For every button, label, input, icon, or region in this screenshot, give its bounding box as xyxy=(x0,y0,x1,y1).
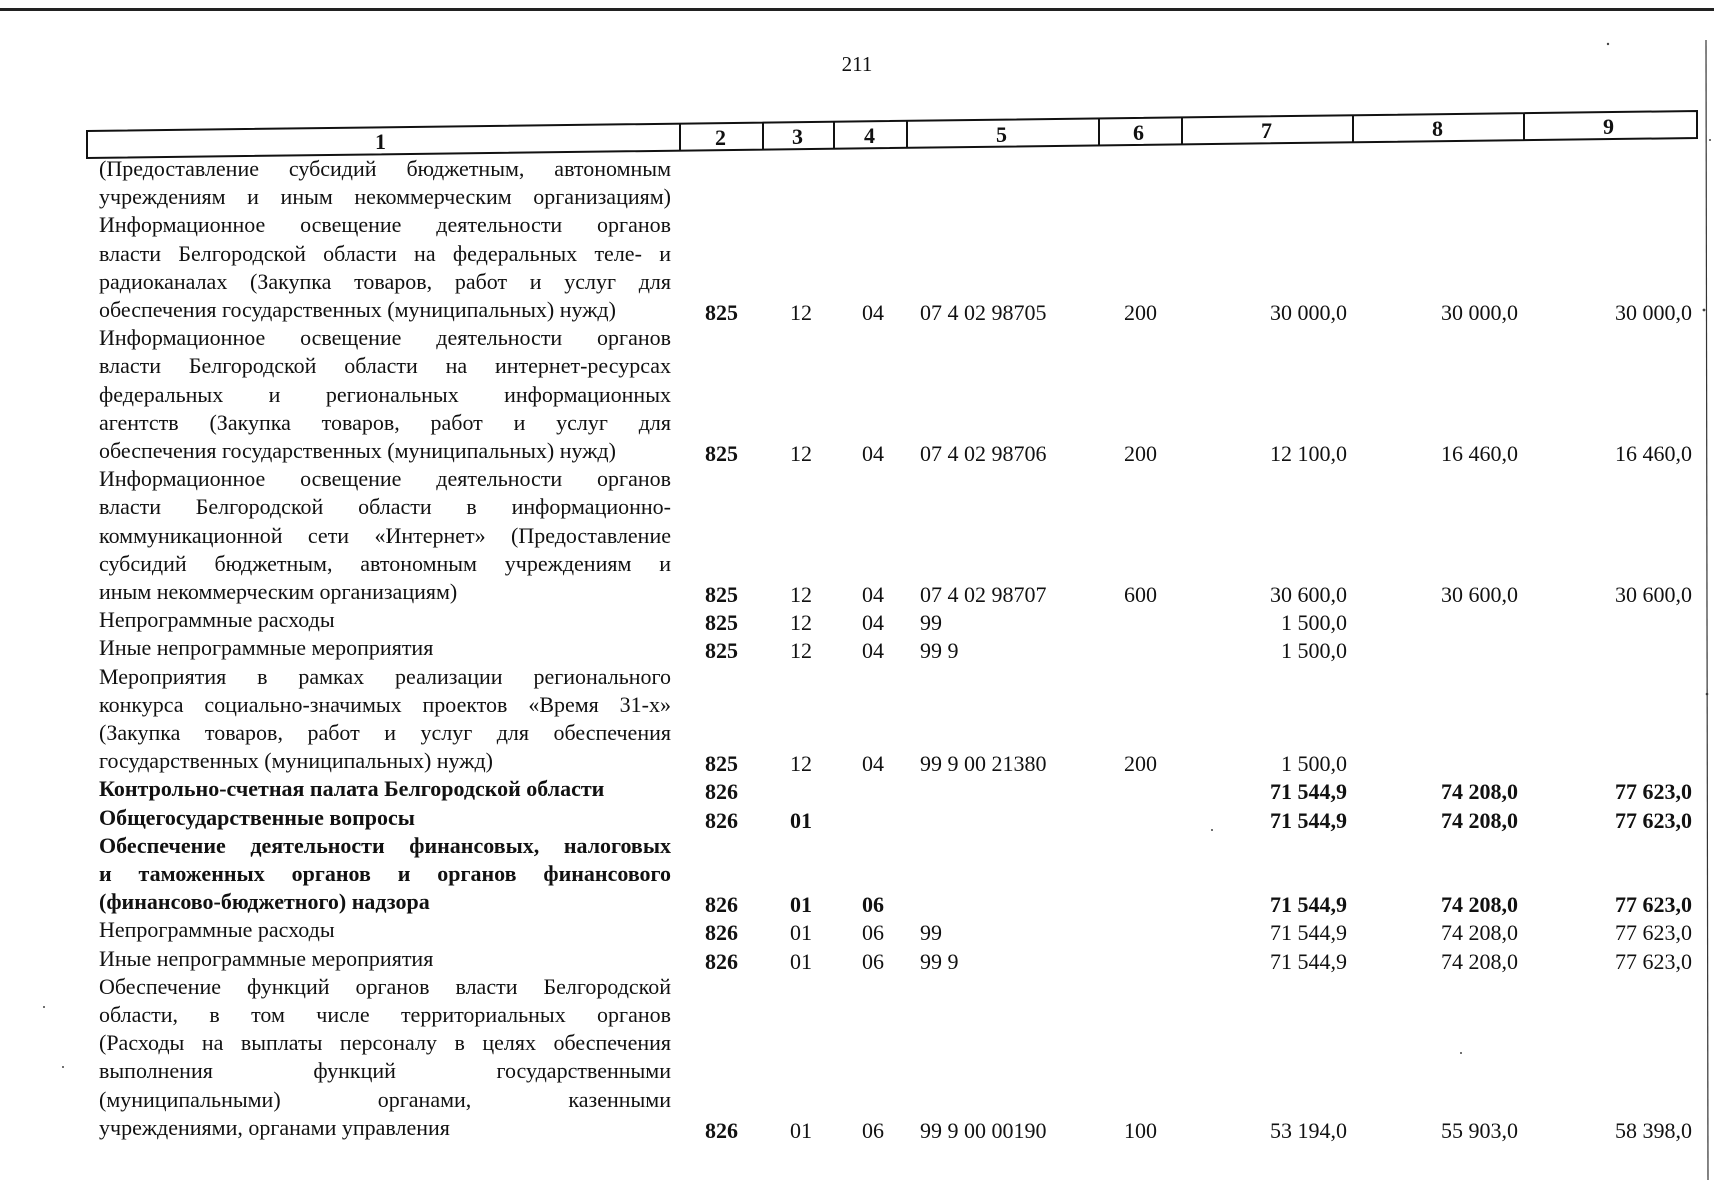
row-description-line: Иные непрограммные мероприятия xyxy=(99,945,434,971)
cell-col-2: 825 xyxy=(705,638,738,664)
row-description xyxy=(99,804,671,832)
row-description-line: учреждениям и иным некоммерческим организациям) xyxy=(99,184,671,210)
cell-col-9: 77 623,0 xyxy=(1615,920,1692,946)
row-description-line: обеспечения государственных (муниципальных) нужд) xyxy=(99,437,616,463)
header-col-2: 2 xyxy=(715,125,726,150)
cell-col-7: 30 600,0 xyxy=(1270,581,1347,607)
cell-col-3: 12 xyxy=(790,440,812,466)
cell-col-8: 55 903,0 xyxy=(1441,1117,1518,1143)
row-description-line: (финансово-бюджетного) надзора xyxy=(99,889,430,915)
row-description xyxy=(99,324,671,465)
cell-col-8: 30 000,0 xyxy=(1441,299,1518,325)
cell-col-4: 06 xyxy=(862,892,884,918)
row-description-line: Непрограммные расходы xyxy=(99,917,335,943)
row-description-line: Непрограммные расходы xyxy=(99,607,335,633)
row-description-line: федеральных и региональных информационных xyxy=(99,381,671,407)
cell-col-5: 07 4 02 98705 xyxy=(920,299,1047,325)
header-col-8: 8 xyxy=(1432,116,1443,141)
cell-col-9: 30 000,0 xyxy=(1615,299,1692,325)
row-description-line: иным некоммерческим организациям) xyxy=(99,578,458,604)
cell-col-9: 77 623,0 xyxy=(1615,892,1692,918)
row-description-line: Контрольно-счетная палата Белгородской области xyxy=(99,776,605,802)
row-description xyxy=(99,634,671,662)
row-description-line: Информационное освещение деятельности органов xyxy=(99,212,671,238)
cell-col-2: 826 xyxy=(705,948,738,974)
cell-col-5: 99 9 xyxy=(920,948,959,974)
cell-col-4: 06 xyxy=(862,948,884,974)
row-description xyxy=(99,663,671,776)
row-description-line: (Расходы на выплаты персоналу в целях обеспечения xyxy=(99,1030,671,1056)
table-row xyxy=(0,324,1714,465)
header-col-6: 6 xyxy=(1133,120,1144,145)
cell-col-9: 30 600,0 xyxy=(1615,581,1692,607)
page-number: 211 xyxy=(841,52,873,76)
cell-col-4: 06 xyxy=(862,920,884,946)
cell-col-3: 01 xyxy=(790,948,812,974)
cell-col-9: 58 398,0 xyxy=(1615,1117,1692,1143)
table-row xyxy=(0,973,1714,1142)
cell-col-9: 77 623,0 xyxy=(1615,779,1692,805)
cell-col-8: 74 208,0 xyxy=(1441,892,1518,918)
cell-col-8: 74 208,0 xyxy=(1441,779,1518,805)
row-description-line: субсидий бюджетным, автономным учреждениям и xyxy=(99,550,671,576)
row-description-line: Мероприятия в рамках реализации регионального xyxy=(99,663,671,689)
row-description xyxy=(99,945,671,973)
cell-col-7: 71 544,9 xyxy=(1270,779,1347,805)
cell-col-9: 77 623,0 xyxy=(1615,948,1692,974)
row-description xyxy=(99,775,671,803)
cell-col-6: 100 xyxy=(1124,1117,1157,1143)
cell-col-2: 825 xyxy=(705,299,738,325)
cell-col-3: 01 xyxy=(790,807,812,833)
cell-col-7: 1 500,0 xyxy=(1281,751,1347,777)
cell-col-7: 71 544,9 xyxy=(1270,807,1347,833)
cell-col-8: 16 460,0 xyxy=(1441,440,1518,466)
table-row xyxy=(0,663,1714,776)
cell-col-4: 04 xyxy=(862,751,884,777)
row-description-line: власти Белгородской области на интернет-ресурсах xyxy=(99,353,671,379)
cell-col-3: 12 xyxy=(790,581,812,607)
row-description-line: учреждениями, органами управления xyxy=(99,1114,450,1140)
cell-col-7: 71 544,9 xyxy=(1270,920,1347,946)
cell-col-2: 825 xyxy=(705,440,738,466)
row-description-line: коммуникационной сети «Интернет» (Предоставление xyxy=(99,522,671,548)
cell-col-2: 826 xyxy=(705,779,738,805)
cell-col-9: 77 623,0 xyxy=(1615,807,1692,833)
cell-col-7: 30 000,0 xyxy=(1270,299,1347,325)
row-description-line: (Закупка товаров, работ и услуг для обеспечения xyxy=(99,719,671,745)
table-row xyxy=(0,211,1714,324)
cell-col-2: 826 xyxy=(705,1117,738,1143)
table-row xyxy=(0,155,1714,211)
row-description xyxy=(99,155,671,211)
cell-col-2: 826 xyxy=(705,920,738,946)
cell-col-3: 12 xyxy=(790,299,812,325)
cell-col-2: 826 xyxy=(705,807,738,833)
row-description xyxy=(99,606,671,634)
cell-col-5: 99 9 xyxy=(920,638,959,664)
table-row xyxy=(0,775,1714,803)
cell-col-5: 99 xyxy=(920,610,942,636)
table-row xyxy=(0,606,1714,634)
row-description-line: и таможенных органов и органов финансового xyxy=(99,860,671,886)
cell-col-4: 04 xyxy=(862,440,884,466)
cell-col-2: 826 xyxy=(705,892,738,918)
cell-col-7: 53 194,0 xyxy=(1270,1117,1347,1143)
cell-col-3: 01 xyxy=(790,1117,812,1143)
row-description-line: Иные непрограммные мероприятия xyxy=(99,635,434,661)
table-row xyxy=(0,945,1714,973)
cell-col-7: 12 100,0 xyxy=(1270,440,1347,466)
row-description xyxy=(99,832,671,917)
cell-col-2: 825 xyxy=(705,751,738,777)
cell-col-3: 12 xyxy=(790,638,812,664)
header-col-5: 5 xyxy=(996,122,1007,147)
row-description-line: области, в том числе территориальных органов xyxy=(99,1001,671,1027)
table-row xyxy=(0,465,1714,606)
cell-col-5: 99 xyxy=(920,920,942,946)
row-description-line: конкурса социально-значимых проектов «Время 31-х» xyxy=(99,691,671,717)
row-description-line: (Предоставление субсидий бюджетным, автономным xyxy=(99,156,671,181)
cell-col-7: 71 544,9 xyxy=(1270,892,1347,918)
cell-col-3: 12 xyxy=(790,610,812,636)
row-description-line: обеспечения государственных (муниципальных) нужд) xyxy=(99,296,616,322)
table-row xyxy=(0,804,1714,832)
cell-col-5: 99 9 00 21380 xyxy=(920,751,1047,777)
row-description-line: власти Белгородской области на федеральных теле- и xyxy=(99,240,671,266)
cell-col-4: 04 xyxy=(862,299,884,325)
cell-col-8: 74 208,0 xyxy=(1441,920,1518,946)
cell-col-8: 74 208,0 xyxy=(1441,948,1518,974)
row-description-line: Информационное освещение деятельности органов xyxy=(99,466,671,492)
cell-col-8: 74 208,0 xyxy=(1441,807,1518,833)
cell-col-7: 71 544,9 xyxy=(1270,948,1347,974)
cell-col-4: 04 xyxy=(862,610,884,636)
header-col-9: 9 xyxy=(1603,114,1614,139)
row-description-line: государственных (муниципальных) нужд) xyxy=(99,748,493,774)
cell-col-9: 16 460,0 xyxy=(1615,440,1692,466)
row-description xyxy=(99,211,671,324)
cell-col-5: 99 9 00 00190 xyxy=(920,1117,1047,1143)
cell-col-3: 01 xyxy=(790,920,812,946)
cell-col-4: 04 xyxy=(862,581,884,607)
table-row xyxy=(0,634,1714,662)
cell-col-8: 30 600,0 xyxy=(1441,581,1518,607)
row-description xyxy=(99,973,671,1142)
cell-col-6: 200 xyxy=(1124,440,1157,466)
cell-col-4: 04 xyxy=(862,638,884,664)
row-description-line: Обеспечение функций органов власти Белгородской xyxy=(99,973,671,999)
row-description-line: Общегосударственные вопросы xyxy=(99,804,415,830)
row-description xyxy=(99,916,671,944)
row-description-line: Информационное освещение деятельности органов xyxy=(99,325,671,351)
cell-col-4: 06 xyxy=(862,1117,884,1143)
row-description-line: (муниципальными) органами, казенными xyxy=(99,1086,671,1112)
cell-col-6: 600 xyxy=(1124,581,1157,607)
header-col-3: 3 xyxy=(792,124,803,149)
row-description-line: агентств (Закупка товаров, работ и услуг для xyxy=(99,409,671,435)
row-description-line: выполнения функций государственными xyxy=(99,1058,671,1084)
cell-col-6: 200 xyxy=(1124,299,1157,325)
row-description-line: власти Белгородской области в информационно- xyxy=(99,494,671,520)
header-col-7: 7 xyxy=(1261,118,1272,143)
cell-col-2: 825 xyxy=(705,581,738,607)
cell-col-5: 07 4 02 98706 xyxy=(920,440,1047,466)
cell-col-2: 825 xyxy=(705,610,738,636)
table-row xyxy=(0,832,1714,917)
row-description-line: радиоканалах (Закупка товаров, работ и услуг для xyxy=(99,268,671,294)
cell-col-7: 1 500,0 xyxy=(1281,610,1347,636)
cell-col-3: 01 xyxy=(790,892,812,918)
cell-col-6: 200 xyxy=(1124,751,1157,777)
row-description-line: Обеспечение деятельности финансовых, налоговых xyxy=(99,832,671,858)
cell-col-5: 07 4 02 98707 xyxy=(920,581,1047,607)
row-description xyxy=(99,465,671,606)
header-col-1: 1 xyxy=(375,129,386,154)
table-row xyxy=(0,916,1714,944)
header-col-4: 4 xyxy=(864,123,875,148)
cell-col-7: 1 500,0 xyxy=(1281,638,1347,664)
cell-col-3: 12 xyxy=(790,751,812,777)
